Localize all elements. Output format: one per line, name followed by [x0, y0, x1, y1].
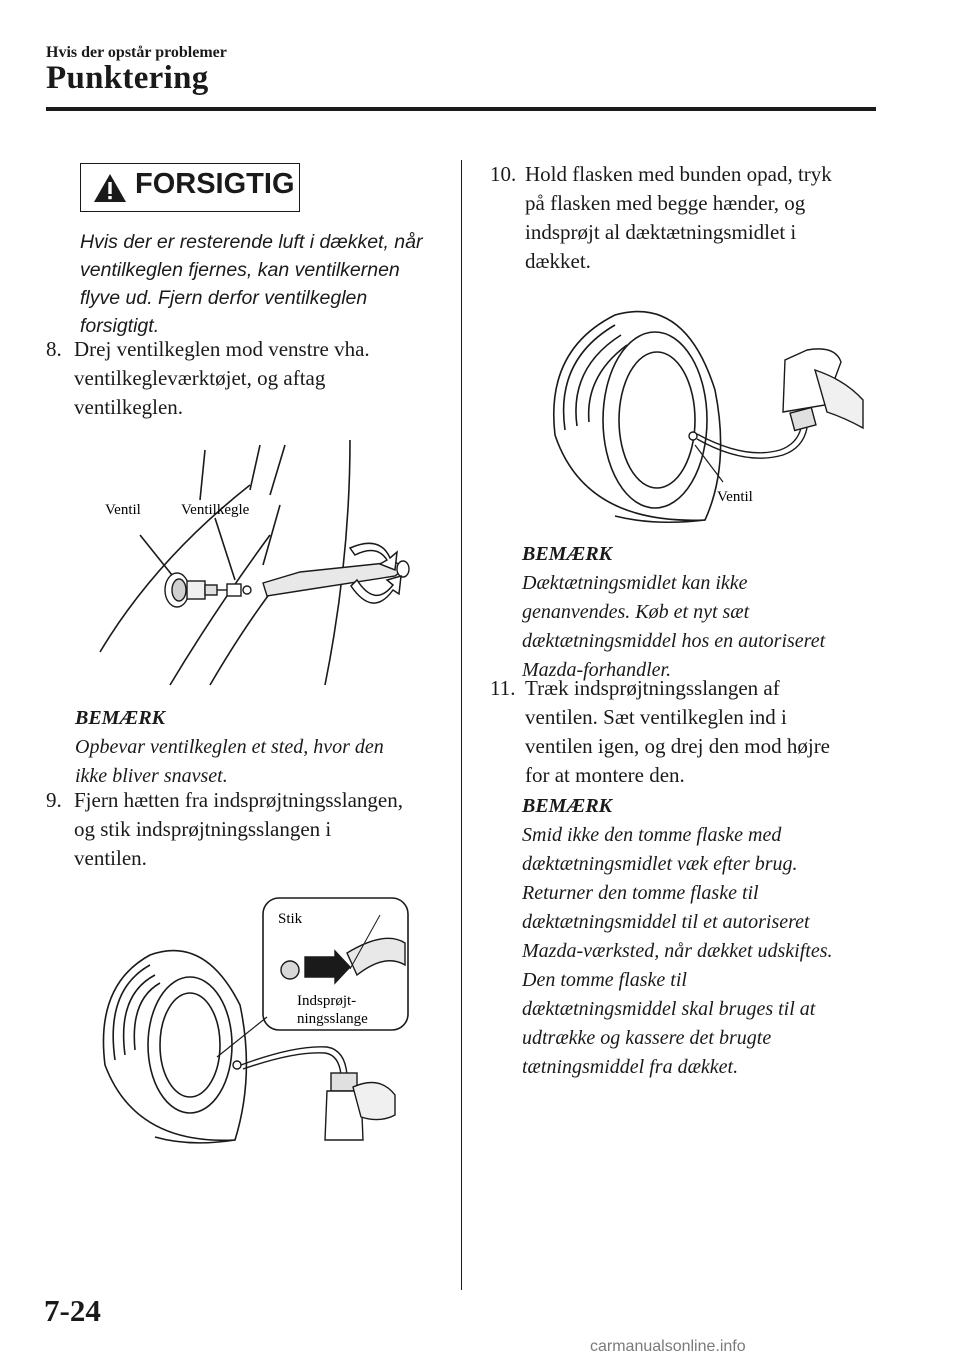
caution-text — [80, 228, 440, 340]
step-line: Hold flasken med bunden opad, tryk — [525, 162, 832, 186]
note-2 — [522, 540, 902, 685]
figure-label: Indsprøjt- — [297, 993, 357, 1009]
step-line: dækket. — [525, 249, 591, 273]
note-line: dæktætningsmiddel til et autoriseret — [522, 911, 810, 933]
page-number: 7-24 — [44, 1293, 101, 1328]
column-divider — [461, 160, 462, 1290]
caution-line: Hvis der er resterende luft i dækket, når — [80, 231, 423, 253]
step-number: 9. — [46, 788, 62, 812]
note-line: tætningsmiddel fra dækket. — [522, 1056, 739, 1078]
note-line: dæktætningsmidlet væk efter brug. — [522, 853, 798, 875]
caution-line: forsigtigt. — [80, 315, 160, 337]
step-8 — [46, 335, 446, 425]
note-line: Opbevar ventilkeglen et sted, hvor den — [75, 736, 384, 758]
note-line: dæktætningsmiddel hos en autoriseret — [522, 630, 826, 652]
page-title: Punktering — [46, 60, 209, 96]
step-number: 8. — [46, 337, 62, 361]
figure-injection — [545, 300, 875, 530]
note-line: Mazda-forhandler. — [522, 659, 672, 681]
caution-box — [80, 163, 300, 212]
caution-line: flyve ud. Fjern derfor ventilkeglen — [80, 287, 368, 309]
note-line: ikke bliver snavset. — [75, 765, 228, 787]
step-line: ventilen igen, og drej den mod højre — [525, 734, 831, 758]
step-9 — [46, 786, 456, 876]
note-heading: BEMÆRK — [522, 543, 613, 565]
caution-line: ventilkeglen fjernes, kan ventilkernen — [80, 259, 400, 281]
step-line: ventilen. Sæt ventilkeglen ind i — [525, 705, 787, 729]
step-11 — [490, 674, 910, 794]
note-line: Smid ikke den tomme flaske med — [522, 824, 782, 846]
step-line: indsprøjt al dæktætningsmidlet i — [525, 220, 797, 244]
header-rule — [46, 107, 876, 111]
caution-label: FORSIGTIG — [135, 168, 295, 200]
step-line: Drej ventilkeglen mod venstre vha. — [74, 337, 370, 361]
note-line: Den tomme flaske til — [522, 969, 687, 991]
step-line: ventilkeglen. — [74, 395, 184, 419]
note-line: Dæktætningsmidlet kan ikke — [522, 572, 748, 594]
note-3 — [522, 792, 922, 1082]
note-line: genanvendes. Køb et nyt sæt — [522, 601, 750, 623]
step-number: 11. — [490, 676, 516, 700]
figure-label: ningsslange — [297, 1011, 368, 1027]
step-10 — [490, 160, 890, 280]
step-line: Træk indsprøjtningsslangen af — [525, 676, 780, 700]
watermark: carmanualsonline.info — [590, 1338, 746, 1355]
figure-label: Stik — [278, 911, 303, 927]
step-line: Fjern hætten fra indsprøjtningsslangen, — [74, 788, 403, 812]
figure-label: Ventil — [717, 489, 753, 505]
warning-triangle-icon — [93, 173, 127, 203]
note-line: Mazda-værksted, når dækket udskiftes. — [522, 940, 833, 962]
figure-valve-cap-removal — [95, 440, 435, 690]
step-line: og stik indsprøjtningsslangen i — [74, 817, 332, 841]
figure-hose-to-valve — [95, 895, 420, 1150]
step-number: 10. — [490, 162, 517, 186]
note-heading: BEMÆRK — [522, 795, 613, 817]
note-1 — [75, 704, 455, 791]
note-line: dæktætningsmiddel skal bruges til at — [522, 998, 816, 1020]
step-line: på flasken med begge hænder, og — [525, 191, 806, 215]
figure-label: Ventilkegle — [181, 502, 250, 518]
note-line: udtrække og kassere det brugte — [522, 1027, 772, 1049]
section-label: Hvis der opstår problemer — [46, 44, 227, 61]
step-line: ventilkegleværktøjet, og aftag — [74, 366, 326, 390]
step-line: ventilen. — [74, 846, 147, 870]
step-line: for at montere den. — [525, 763, 685, 787]
note-heading: BEMÆRK — [75, 707, 166, 729]
figure-label: Ventil — [105, 502, 141, 518]
note-line: Returner den tomme flaske til — [522, 882, 759, 904]
